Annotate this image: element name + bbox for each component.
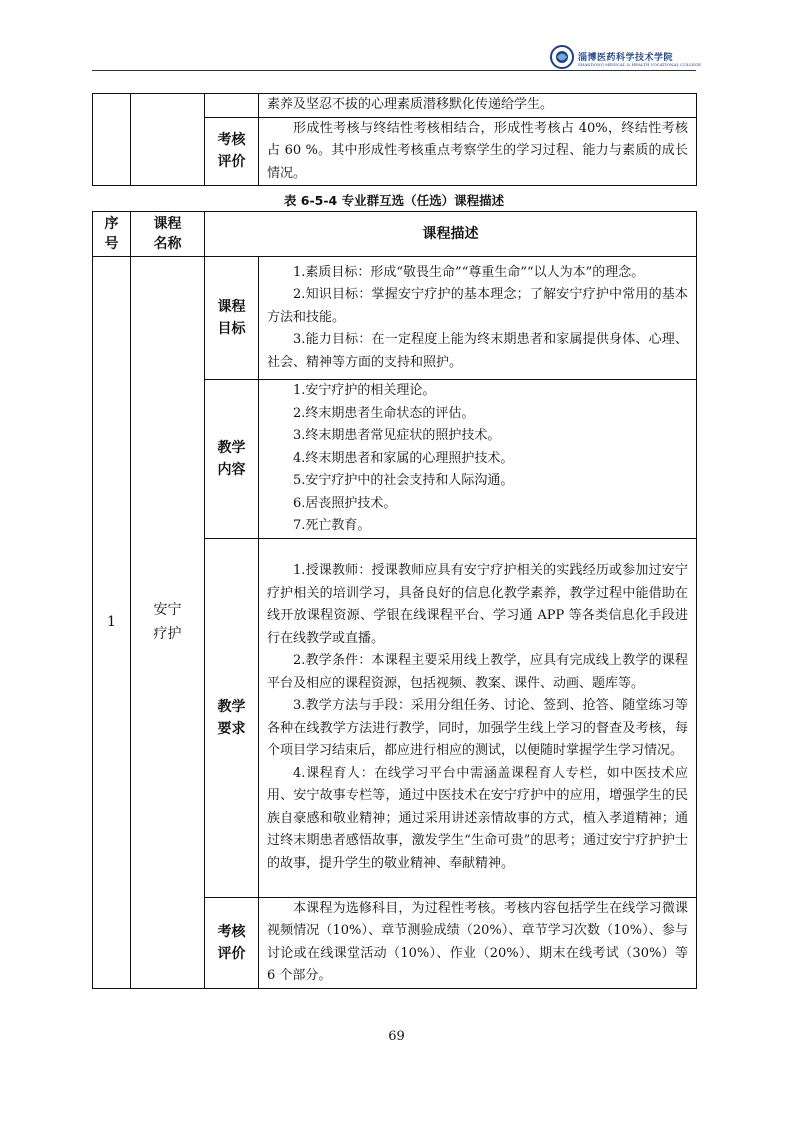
content-text: 1.安宁疗护的相关理论。 2.终末期患者生命状态的评估。 3.终末期患者常见症状的照护技术。 4.终末期患者和家属的心理照护技术。 5.安宁疗护中的社会支持和人际沟通。 6.居丧照护技术。 7.死亡教育。 (259, 380, 697, 539)
content-label: 教学内容 (205, 380, 259, 539)
college-name-en: SHANDONG MEDICAL & HEALTH VOCATIONAL COLLEGE (578, 62, 701, 67)
continuation-table (92, 93, 697, 186)
table-caption: 表 6-5-4 专业群互选（任选）课程描述 (283, 193, 505, 208)
assessment-text: 形成性考核与终结性考核相结合，形成性考核占 40%，终结性考核占 60 %。其中形成性考核重点考察学生的学习过程、能力与素质的成长情况。 (259, 117, 697, 186)
page-number: 69 (388, 1029, 405, 1044)
header-rule (92, 70, 696, 71)
evaluation-text: 本课程为选修科目，为过程性考核。考核内容包括学生在线学习微课视频情况（10%）、章节测验成绩（20%）、章节学习次数（10%）、参与讨论或在线课堂活动（10%）、作业（20%）、期末在线考试（30%）等 6 个部分。 (259, 897, 697, 988)
requirement-text: 1.授课教师：授课教师应具有安宁疗护相关的实践经历或参加过安宁疗护相关的培训学习，具备良好的信息化教学素养，教学过程中能借助在线开放课程资源、学银在线课程平台、学习通 APP 等各类信息化手段进行在线教学或直播。 2.教学条件：本课程主要采用线上教学，应具有完成线上教学的课程平台及相应的课程资源，包括视频、教案、课件、动画、题库等。 3.教学方法与手段：采用分组任务、讨论、签到、抢答、随堂练习等各种在线教学方法进行教学，同时，加强学生线上学习的督查及考核，每个项目学习结束后，都应进行相应的测试，以便随时掌握学生学习情况。 4.课程育人：在线学习平台中需涵盖课程育人专栏，如中医技术应用、安宁故事专栏等，通过中医技术在安宁疗护中的应用，增强学生的民族自豪感和敬业精神；通过采用讲述亲情故事的方式，植入孝道精神；通过终末期患者感悟故事，激发学生“生命可贵”的思考；通过安宁疗护护士的故事，提升学生的敬业精神、奉献精神。 (259, 538, 697, 897)
goal-label: 课程目标 (205, 257, 259, 380)
college-name: 淄博医药科学技术学院 (578, 53, 674, 63)
empty-label-cell (205, 94, 259, 118)
empty-name-cell (131, 94, 205, 186)
continuation-text: 素养及坚忍不拔的心理素质潜移默化传递给学生。 (259, 94, 697, 118)
goal-text: 1.素质目标：形成“敬畏生命”“尊重生命”“以人为本”的理念。 2.知识目标：掌握安宁疗护的基本理念；了解安宁疗护中常用的基本方法和技能。 3.能力目标：在一定程度上能为终末期患者和家属提供身体、心理、社会、精神等方面的支持和照护。 (259, 257, 697, 380)
row-course-name: 安宁疗护 (131, 257, 205, 989)
requirement-label: 教学要求 (205, 538, 259, 897)
header-seq: 序号 (93, 212, 131, 257)
course-description-table (92, 211, 697, 989)
empty-seq-cell (93, 94, 131, 186)
assessment-label: 考核评价 (205, 117, 259, 186)
header-course-name: 课程名称 (131, 212, 205, 257)
row-seq: 1 (93, 257, 131, 989)
evaluation-label: 考核评价 (205, 897, 259, 988)
header-course-desc: 课程描述 (205, 212, 697, 257)
